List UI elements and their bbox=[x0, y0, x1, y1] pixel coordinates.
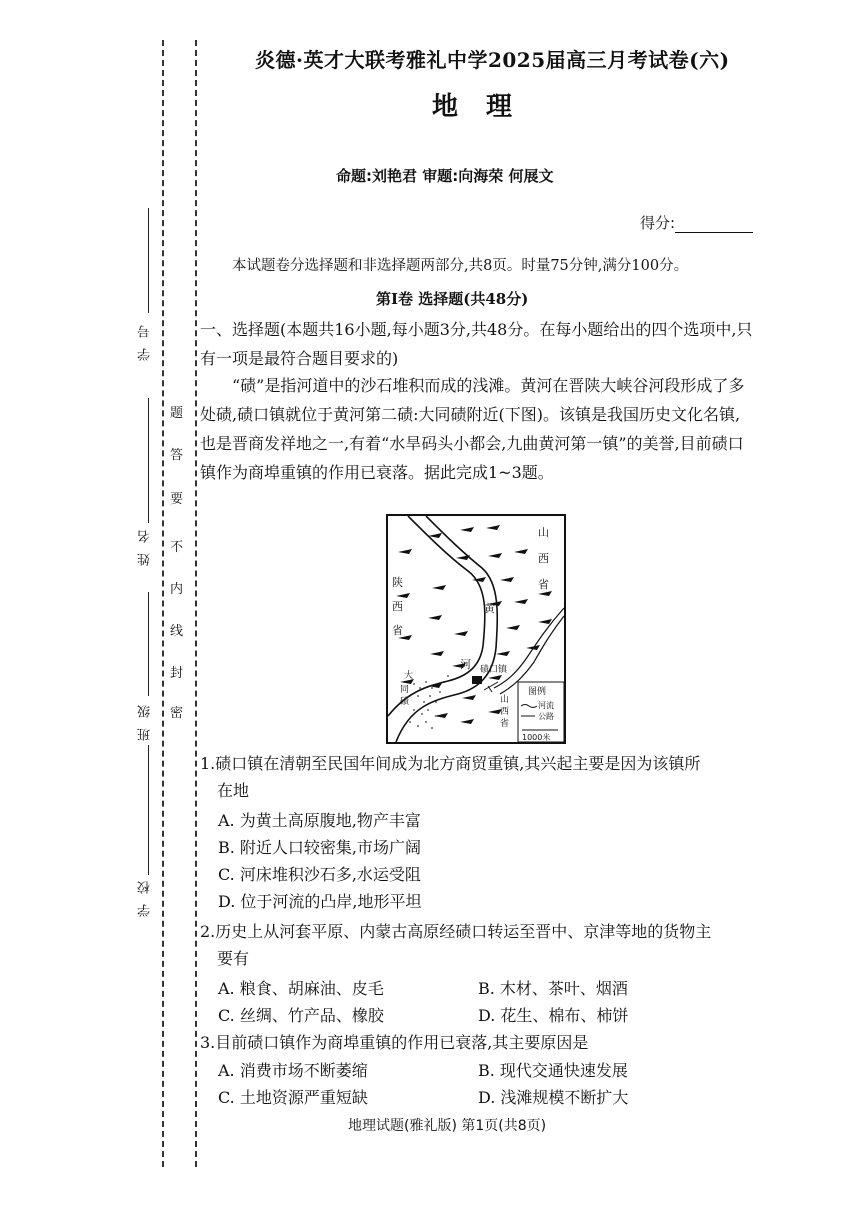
question-1-option-b[interactable]: B. 附近人口较密集,市场广阔 bbox=[218, 838, 422, 857]
label-sheng2: 省 bbox=[392, 624, 403, 637]
question-3-option-a[interactable]: A. 消费市场不断萎缩 bbox=[218, 1061, 368, 1080]
label-sheng: 省 bbox=[538, 578, 549, 591]
score-blank[interactable] bbox=[675, 217, 753, 233]
label-town: 碛口镇 bbox=[480, 665, 508, 675]
score-field bbox=[640, 212, 753, 233]
intro-text: 本试题卷分选择题和非选择题两部分,共8页。时量75分钟,满分100分。 bbox=[232, 258, 689, 274]
question-3-option-c[interactable]: C. 土地资源严重短缺 bbox=[218, 1088, 368, 1107]
xingming-blank-line[interactable] bbox=[148, 398, 149, 523]
question-1-stem: 1.碛口镇在清朝至民国年间成为北方商贸重镇,其兴起主要是因为该镇所 bbox=[200, 754, 701, 773]
xuexiao-blank-line[interactable] bbox=[148, 745, 149, 875]
exam-title: 炎德·英才大联考雅礼中学2025届高三月考试卷(六) bbox=[255, 48, 730, 72]
question-2-option-d[interactable]: D. 花生、棉布、柿饼 bbox=[478, 1006, 629, 1025]
label-s2a: 山 bbox=[500, 695, 510, 705]
question-2-stem: 2.历史上从河套平原、内蒙古高原经碛口转运至晋中、京津等地的货物主 bbox=[200, 922, 712, 941]
question-2-option-a[interactable]: A. 粮食、胡麻油、皮毛 bbox=[218, 979, 384, 998]
xuehao-blank-line[interactable] bbox=[148, 208, 149, 313]
qikou-town-marker bbox=[472, 676, 482, 684]
seal-char: 线 bbox=[170, 624, 184, 639]
label-shan: 山 bbox=[538, 526, 549, 539]
question-1-stem-cont: 在地 bbox=[217, 781, 250, 800]
tributary-river bbox=[494, 608, 564, 694]
qikou-map bbox=[386, 514, 566, 744]
label-xi: 西 bbox=[538, 552, 549, 565]
section-title: 第Ⅰ卷 选择题(共48分) bbox=[376, 290, 529, 308]
label-s2c: 省 bbox=[500, 719, 510, 729]
question-3-option-d[interactable]: D. 浅滩规模不断扩大 bbox=[478, 1088, 629, 1107]
banji-blank-line[interactable] bbox=[148, 592, 149, 696]
authors-line: 命题:刘艳君 审题:向海荣 何展文 bbox=[336, 167, 554, 185]
yellow-river bbox=[388, 516, 497, 742]
map-drawing bbox=[388, 516, 564, 742]
cut-line-inner bbox=[195, 40, 197, 1167]
subject-title: 地理 bbox=[432, 92, 541, 122]
question-2-stem-cont: 要有 bbox=[217, 949, 250, 968]
field-xuexiao: 学 校 bbox=[138, 878, 153, 918]
field-banji: 班 级 bbox=[138, 702, 153, 742]
label-huang: 黄 bbox=[484, 602, 495, 615]
question-1-option-a[interactable]: A. 为黄土高原腹地,物产丰富 bbox=[218, 811, 421, 830]
label-he: 河 bbox=[460, 658, 471, 671]
label-shaan: 陕 bbox=[392, 576, 403, 589]
seal-char: 不 bbox=[170, 540, 184, 555]
page-footer: 地理试题(雅礼版) 第1页(共8页) bbox=[348, 1118, 547, 1134]
label-da: 大 bbox=[404, 671, 414, 681]
label-tong: 同 bbox=[400, 685, 410, 695]
legend-river: 河流 bbox=[538, 701, 554, 710]
field-xingming: 姓 名 bbox=[138, 527, 153, 567]
seal-char: 密 bbox=[170, 706, 184, 721]
legend-scale: 1000米 bbox=[522, 733, 551, 742]
legend-road: 公路 bbox=[538, 712, 554, 721]
seal-char: 题 bbox=[170, 406, 184, 421]
question-3-option-b[interactable]: B. 现代交通快速发展 bbox=[478, 1061, 628, 1080]
instruction-text: 一、选择题(本题共16小题,每小题3分,共48分。在每小题给出的四个选项中,只有一项是最符合题目要求的) bbox=[200, 320, 753, 368]
question-2-option-c[interactable]: C. 丝绸、竹产品、橡胶 bbox=[218, 1006, 384, 1025]
field-xuehao: 学 号 bbox=[138, 322, 153, 362]
question-3-stem: 3.目前碛口镇作为商埠重镇的作用已衰落,其主要原因是 bbox=[200, 1033, 589, 1052]
binding-strip bbox=[0, 0, 200, 1227]
legend-title: 图例 bbox=[528, 687, 547, 697]
seal-char: 内 bbox=[170, 582, 184, 597]
label-qi: 碛 bbox=[400, 697, 410, 707]
label-xi2: 西 bbox=[392, 600, 403, 613]
seal-char: 答 bbox=[170, 448, 184, 463]
question-2-option-b[interactable]: B. 木材、茶叶、烟酒 bbox=[478, 979, 628, 998]
passage-text: “碛”是指河道中的沙石堆积而成的浅滩。黄河在晋陕大峡谷河段形成了多处碛,碛口镇就位于黄河第二碛:大同碛附近(下图)。该镇是我国历史文化名镇,也是晋商发祥地之一,有着“水旱码头小都会,九曲黄河第一镇”的美誉,目前碛口镇作为商埠重镇的作用已衰落。据此完成1~3题。 bbox=[200, 376, 745, 482]
question-1-option-d[interactable]: D. 位于河流的凸岸,地形平坦 bbox=[218, 892, 422, 911]
cut-line-outer bbox=[162, 40, 164, 1167]
seal-char: 要 bbox=[170, 492, 184, 507]
score-label: 得分: bbox=[640, 214, 676, 232]
label-s2b: 西 bbox=[500, 707, 510, 717]
seal-char: 封 bbox=[170, 666, 184, 681]
question-1-option-c[interactable]: C. 河床堆积沙石多,水运受阻 bbox=[218, 865, 421, 884]
